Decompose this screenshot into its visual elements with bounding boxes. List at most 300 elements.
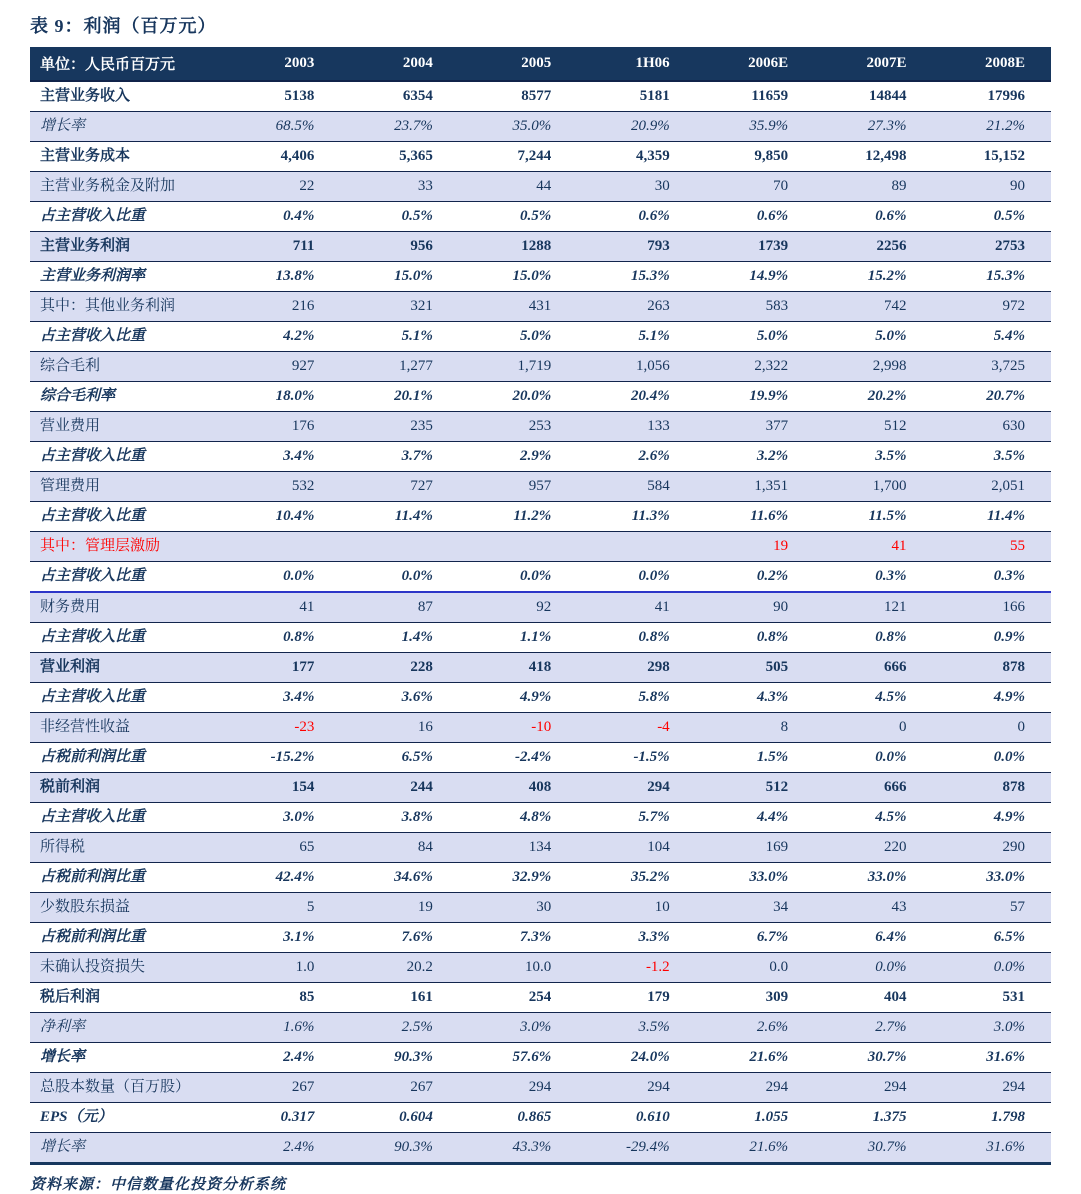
table-cell: 65 xyxy=(222,833,340,863)
table-cell: 0.2% xyxy=(696,562,814,593)
table-cell: 15.0% xyxy=(459,262,577,292)
table-cell: 5.8% xyxy=(577,683,695,713)
table-cell: 89 xyxy=(814,172,932,202)
table-cell: 294 xyxy=(577,773,695,803)
table-cell: 1.4% xyxy=(340,623,458,653)
table-cell: 121 xyxy=(814,592,932,623)
table-cell xyxy=(340,532,458,562)
table-cell: 8 xyxy=(696,713,814,743)
table-cell: 10.4% xyxy=(222,502,340,532)
table-cell: 169 xyxy=(696,833,814,863)
table-row xyxy=(30,382,1051,412)
table-cell: 4.3% xyxy=(696,683,814,713)
table-cell: 294 xyxy=(459,1073,577,1103)
table-cell: 3.2% xyxy=(696,442,814,472)
table-cell: 4,406 xyxy=(222,142,340,172)
table-cell: 7,244 xyxy=(459,142,577,172)
table-row xyxy=(30,1073,1051,1103)
row-label: 占主营收入比重 xyxy=(30,803,222,833)
table-cell: 321 xyxy=(340,292,458,322)
table-cell: 23.7% xyxy=(340,112,458,142)
table-cell: 176 xyxy=(222,412,340,442)
table-cell: 1288 xyxy=(459,232,577,262)
table-cell: 70 xyxy=(696,172,814,202)
table-cell: 11.2% xyxy=(459,502,577,532)
table-cell: 5.0% xyxy=(459,322,577,352)
table-cell: 2.9% xyxy=(459,442,577,472)
table-cell: 3,725 xyxy=(933,352,1051,382)
table-cell: 5181 xyxy=(577,81,695,112)
table-cell: 0.8% xyxy=(222,623,340,653)
table-row xyxy=(30,923,1051,953)
row-label: 财务费用 xyxy=(30,592,222,623)
row-label: 占税前利润比重 xyxy=(30,743,222,773)
table-cell: 3.6% xyxy=(340,683,458,713)
row-label: 增长率 xyxy=(30,1043,222,1073)
table-cell: 20.2 xyxy=(340,953,458,983)
table-cell: 16 xyxy=(340,713,458,743)
row-label: 占主营收入比重 xyxy=(30,623,222,653)
row-label: 税后利润 xyxy=(30,983,222,1013)
table-cell: 5.4% xyxy=(933,322,1051,352)
table-row xyxy=(30,1043,1051,1073)
row-label: 综合毛利率 xyxy=(30,382,222,412)
row-label: 主营业务利润 xyxy=(30,232,222,262)
table-cell: 298 xyxy=(577,653,695,683)
table-cell: 0.0% xyxy=(222,562,340,593)
table-cell: 33.0% xyxy=(696,863,814,893)
table-cell: 727 xyxy=(340,472,458,502)
table-row xyxy=(30,833,1051,863)
column-header-1H06: 1H06 xyxy=(577,47,695,81)
table-cell: 267 xyxy=(222,1073,340,1103)
table-cell: 0.0 xyxy=(696,953,814,983)
table-cell: 0.5% xyxy=(933,202,1051,232)
table-row xyxy=(30,592,1051,623)
table-row xyxy=(30,322,1051,352)
table-cell: 6.5% xyxy=(933,923,1051,953)
table-cell: 43.3% xyxy=(459,1133,577,1164)
table-cell: 3.7% xyxy=(340,442,458,472)
table-row xyxy=(30,863,1051,893)
table-cell: -2.4% xyxy=(459,743,577,773)
table-cell: 10 xyxy=(577,893,695,923)
table-cell: -1.5% xyxy=(577,743,695,773)
table-row xyxy=(30,502,1051,532)
table-cell: 55 xyxy=(933,532,1051,562)
table-cell: 4.2% xyxy=(222,322,340,352)
table-cell: 244 xyxy=(340,773,458,803)
table-cell: 377 xyxy=(696,412,814,442)
table-row xyxy=(30,292,1051,322)
table-cell: 972 xyxy=(933,292,1051,322)
table-cell: 30 xyxy=(577,172,695,202)
table-cell: -23 xyxy=(222,713,340,743)
row-label: 所得税 xyxy=(30,833,222,863)
table-cell: 2256 xyxy=(814,232,932,262)
table-cell: 6.5% xyxy=(340,743,458,773)
table-cell: 5.1% xyxy=(340,322,458,352)
table-cell: 294 xyxy=(814,1073,932,1103)
table-cell: 290 xyxy=(933,833,1051,863)
table-cell: 2,322 xyxy=(696,352,814,382)
table-cell: 254 xyxy=(459,983,577,1013)
table-cell: 20.4% xyxy=(577,382,695,412)
table-row xyxy=(30,202,1051,232)
table-cell: 35.0% xyxy=(459,112,577,142)
row-label: 占主营收入比重 xyxy=(30,442,222,472)
table-cell: 0.0% xyxy=(933,953,1051,983)
row-label: 主营业务成本 xyxy=(30,142,222,172)
table-row xyxy=(30,1133,1051,1164)
profit-table xyxy=(30,47,1051,1165)
table-cell: 15.2% xyxy=(814,262,932,292)
table-cell: 17996 xyxy=(933,81,1051,112)
table-cell: 85 xyxy=(222,983,340,1013)
table-row xyxy=(30,1103,1051,1133)
row-label: 占主营收入比重 xyxy=(30,202,222,232)
table-cell: 11.4% xyxy=(340,502,458,532)
table-cell: 927 xyxy=(222,352,340,382)
table-cell: 177 xyxy=(222,653,340,683)
table-cell: 154 xyxy=(222,773,340,803)
table-cell: 294 xyxy=(577,1073,695,1103)
table-cell: 235 xyxy=(340,412,458,442)
table-cell: 11.4% xyxy=(933,502,1051,532)
table-cell: 1.6% xyxy=(222,1013,340,1043)
table-cell: 2.7% xyxy=(814,1013,932,1043)
table-cell: 15.3% xyxy=(577,262,695,292)
table-cell: 11.6% xyxy=(696,502,814,532)
table-row xyxy=(30,232,1051,262)
table-cell: 7.3% xyxy=(459,923,577,953)
source-note: 资料来源：中信数量化投资分析系统 xyxy=(30,1177,287,1193)
table-cell: 1739 xyxy=(696,232,814,262)
table-cell: 31.6% xyxy=(933,1043,1051,1073)
table-cell: 21.2% xyxy=(933,112,1051,142)
table-cell: 41 xyxy=(577,592,695,623)
table-cell: 6.4% xyxy=(814,923,932,953)
table-cell: 2.4% xyxy=(222,1043,340,1073)
table-cell: 4.9% xyxy=(933,683,1051,713)
table-cell: 418 xyxy=(459,653,577,683)
table-cell: 90.3% xyxy=(340,1133,458,1164)
table-cell: 35.2% xyxy=(577,863,695,893)
table-cell: 2.6% xyxy=(696,1013,814,1043)
table-cell: 0.3% xyxy=(814,562,932,593)
table-cell: 33 xyxy=(340,172,458,202)
table-row xyxy=(30,773,1051,803)
table-row xyxy=(30,683,1051,713)
table-cell: 4.9% xyxy=(933,803,1051,833)
table-cell: 4.5% xyxy=(814,683,932,713)
table-cell: 0.604 xyxy=(340,1103,458,1133)
unit-header: 单位：人民币百万元 xyxy=(30,47,222,81)
table-cell: 1.5% xyxy=(696,743,814,773)
table-cell: 0 xyxy=(814,713,932,743)
table-cell: 793 xyxy=(577,232,695,262)
table-cell: 179 xyxy=(577,983,695,1013)
table-cell: 3.5% xyxy=(577,1013,695,1043)
table-cell: 3.0% xyxy=(933,1013,1051,1043)
table-cell: 404 xyxy=(814,983,932,1013)
table-cell: 878 xyxy=(933,773,1051,803)
table-cell: 3.4% xyxy=(222,442,340,472)
table-cell: 0.5% xyxy=(340,202,458,232)
table-row xyxy=(30,623,1051,653)
table-cell: 10.0 xyxy=(459,953,577,983)
column-header-2008E: 2008E xyxy=(933,47,1051,81)
column-header-2005: 2005 xyxy=(459,47,577,81)
row-label: 税前利润 xyxy=(30,773,222,803)
row-label: 净利率 xyxy=(30,1013,222,1043)
table-cell: 35.9% xyxy=(696,112,814,142)
table-cell: 6.7% xyxy=(696,923,814,953)
table-cell xyxy=(459,532,577,562)
row-label: 少数股东损益 xyxy=(30,893,222,923)
header-row xyxy=(30,47,1051,81)
table-row xyxy=(30,743,1051,773)
table-cell: 2.5% xyxy=(340,1013,458,1043)
table-row xyxy=(30,562,1051,593)
table-row xyxy=(30,803,1051,833)
table-cell: 134 xyxy=(459,833,577,863)
table-cell: 1,719 xyxy=(459,352,577,382)
table-cell: 0.6% xyxy=(696,202,814,232)
table-row xyxy=(30,1013,1051,1043)
table-cell: 3.5% xyxy=(814,442,932,472)
table-cell: 15.3% xyxy=(933,262,1051,292)
table-cell: 263 xyxy=(577,292,695,322)
table-row xyxy=(30,412,1051,442)
row-label: 占税前利润比重 xyxy=(30,923,222,953)
table-cell: 84 xyxy=(340,833,458,863)
table-row xyxy=(30,653,1051,683)
table-cell: 27.3% xyxy=(814,112,932,142)
table-cell: 0.8% xyxy=(814,623,932,653)
table-cell: 19 xyxy=(340,893,458,923)
table-cell: 43 xyxy=(814,893,932,923)
table-cell: 1.798 xyxy=(933,1103,1051,1133)
table-cell: 3.8% xyxy=(340,803,458,833)
table-cell: 0.0% xyxy=(814,953,932,983)
table-cell: 583 xyxy=(696,292,814,322)
table-cell: 6354 xyxy=(340,81,458,112)
table-cell: 11.5% xyxy=(814,502,932,532)
row-label: 总股本数量（百万股） xyxy=(30,1073,222,1103)
table-cell: 0.0% xyxy=(340,562,458,593)
table-cell: 5,365 xyxy=(340,142,458,172)
table-cell: 711 xyxy=(222,232,340,262)
table-cell: 41 xyxy=(814,532,932,562)
table-cell: 90 xyxy=(696,592,814,623)
table-cell: 3.3% xyxy=(577,923,695,953)
row-label: 增长率 xyxy=(30,1133,222,1164)
table-cell: 11.3% xyxy=(577,502,695,532)
table-cell: 309 xyxy=(696,983,814,1013)
table-cell: 3.0% xyxy=(459,1013,577,1043)
table-cell: 0.4% xyxy=(222,202,340,232)
table-body xyxy=(30,81,1051,1164)
table-cell: 505 xyxy=(696,653,814,683)
table-cell: 15,152 xyxy=(933,142,1051,172)
table-cell: 5.7% xyxy=(577,803,695,833)
table-cell: 11659 xyxy=(696,81,814,112)
table-row xyxy=(30,532,1051,562)
table-cell: 1.1% xyxy=(459,623,577,653)
row-label: 主营业务利润率 xyxy=(30,262,222,292)
table-cell: 90.3% xyxy=(340,1043,458,1073)
table-cell: 2.6% xyxy=(577,442,695,472)
table-row xyxy=(30,81,1051,112)
table-cell: 1,277 xyxy=(340,352,458,382)
table-cell: 0.0% xyxy=(459,562,577,593)
table-cell: 1,351 xyxy=(696,472,814,502)
table-cell: 228 xyxy=(340,653,458,683)
table-cell: 0.8% xyxy=(577,623,695,653)
table-row xyxy=(30,172,1051,202)
table-cell: 13.8% xyxy=(222,262,340,292)
table-cell: 666 xyxy=(814,773,932,803)
row-label: 增长率 xyxy=(30,112,222,142)
table-cell: 42.4% xyxy=(222,863,340,893)
table-cell: 878 xyxy=(933,653,1051,683)
table-cell: 20.1% xyxy=(340,382,458,412)
table-cell: 584 xyxy=(577,472,695,502)
table-title: 表 9：利润（百万元） xyxy=(30,16,217,36)
table-cell: 1.0 xyxy=(222,953,340,983)
row-label: 综合毛利 xyxy=(30,352,222,382)
table-cell: 0.6% xyxy=(814,202,932,232)
table-cell: 408 xyxy=(459,773,577,803)
table-cell: 0.3% xyxy=(933,562,1051,593)
table-cell: 20.7% xyxy=(933,382,1051,412)
table-cell: 0.0% xyxy=(814,743,932,773)
table-cell: 24.0% xyxy=(577,1043,695,1073)
row-label: 其中：管理层激励 xyxy=(30,532,222,562)
table-cell: 90 xyxy=(933,172,1051,202)
table-cell: 20.2% xyxy=(814,382,932,412)
table-row xyxy=(30,983,1051,1013)
table-cell: -15.2% xyxy=(222,743,340,773)
table-cell: 0.610 xyxy=(577,1103,695,1133)
table-cell: 0.0% xyxy=(577,562,695,593)
table-cell: 1,700 xyxy=(814,472,932,502)
table-cell: 7.6% xyxy=(340,923,458,953)
table-row xyxy=(30,112,1051,142)
table-cell: 5 xyxy=(222,893,340,923)
table-cell: 18.0% xyxy=(222,382,340,412)
row-label: 占主营收入比重 xyxy=(30,502,222,532)
table-cell: 1.375 xyxy=(814,1103,932,1133)
table-cell: 5.1% xyxy=(577,322,695,352)
table-cell: 104 xyxy=(577,833,695,863)
table-cell: 956 xyxy=(340,232,458,262)
table-cell: 294 xyxy=(696,1073,814,1103)
row-label: 占税前利润比重 xyxy=(30,863,222,893)
row-label: 占主营收入比重 xyxy=(30,683,222,713)
table-cell: -10 xyxy=(459,713,577,743)
table-cell xyxy=(222,532,340,562)
table-cell: 19.9% xyxy=(696,382,814,412)
table-cell: 0.5% xyxy=(459,202,577,232)
table-row xyxy=(30,352,1051,382)
column-header-2004: 2004 xyxy=(340,47,458,81)
table-cell: 15.0% xyxy=(340,262,458,292)
table-cell: 166 xyxy=(933,592,1051,623)
table-cell: 20.9% xyxy=(577,112,695,142)
table-cell: 1,056 xyxy=(577,352,695,382)
table-cell: 0.8% xyxy=(696,623,814,653)
table-cell: 4,359 xyxy=(577,142,695,172)
table-cell: 742 xyxy=(814,292,932,322)
table-cell: 4.5% xyxy=(814,803,932,833)
table-cell: -4 xyxy=(577,713,695,743)
table-cell: 31.6% xyxy=(933,1133,1051,1164)
table-cell: 2753 xyxy=(933,232,1051,262)
table-cell: 44 xyxy=(459,172,577,202)
table-cell: 532 xyxy=(222,472,340,502)
table-cell: 2,051 xyxy=(933,472,1051,502)
table-cell: 14.9% xyxy=(696,262,814,292)
table-cell: 3.5% xyxy=(933,442,1051,472)
table-row xyxy=(30,262,1051,292)
table-cell: 68.5% xyxy=(222,112,340,142)
row-label: 主营业务税金及附加 xyxy=(30,172,222,202)
table-cell: 5138 xyxy=(222,81,340,112)
table-cell: 0.317 xyxy=(222,1103,340,1133)
table-cell: 4.9% xyxy=(459,683,577,713)
table-cell: 32.9% xyxy=(459,863,577,893)
row-label: 营业利润 xyxy=(30,653,222,683)
table-cell: 133 xyxy=(577,412,695,442)
table-cell: 0 xyxy=(933,713,1051,743)
table-cell: 220 xyxy=(814,833,932,863)
table-cell: 57.6% xyxy=(459,1043,577,1073)
table-cell: 8577 xyxy=(459,81,577,112)
table-cell: 14844 xyxy=(814,81,932,112)
table-cell: 4.4% xyxy=(696,803,814,833)
table-cell: 5.0% xyxy=(814,322,932,352)
table-cell: 12,498 xyxy=(814,142,932,172)
row-label: 占主营收入比重 xyxy=(30,322,222,352)
table-row xyxy=(30,472,1051,502)
row-label: EPS（元） xyxy=(30,1103,222,1133)
table-cell: 4.8% xyxy=(459,803,577,833)
table-row xyxy=(30,442,1051,472)
table-cell: 666 xyxy=(814,653,932,683)
table-cell: 512 xyxy=(696,773,814,803)
table-cell: 21.6% xyxy=(696,1133,814,1164)
row-label: 未确认投资损失 xyxy=(30,953,222,983)
table-cell: 3.4% xyxy=(222,683,340,713)
table-cell: 30.7% xyxy=(814,1133,932,1164)
table-header xyxy=(30,47,1051,81)
column-header-2003: 2003 xyxy=(222,47,340,81)
table-cell: 57 xyxy=(933,893,1051,923)
table-cell: 0.6% xyxy=(577,202,695,232)
table-cell: 2,998 xyxy=(814,352,932,382)
row-label: 营业费用 xyxy=(30,412,222,442)
table-cell: 512 xyxy=(814,412,932,442)
table-cell: 216 xyxy=(222,292,340,322)
table-cell: 0.9% xyxy=(933,623,1051,653)
table-cell: 41 xyxy=(222,592,340,623)
table-cell: 33.0% xyxy=(933,863,1051,893)
table-cell: 957 xyxy=(459,472,577,502)
table-cell: 2.4% xyxy=(222,1133,340,1164)
table-cell: 22 xyxy=(222,172,340,202)
